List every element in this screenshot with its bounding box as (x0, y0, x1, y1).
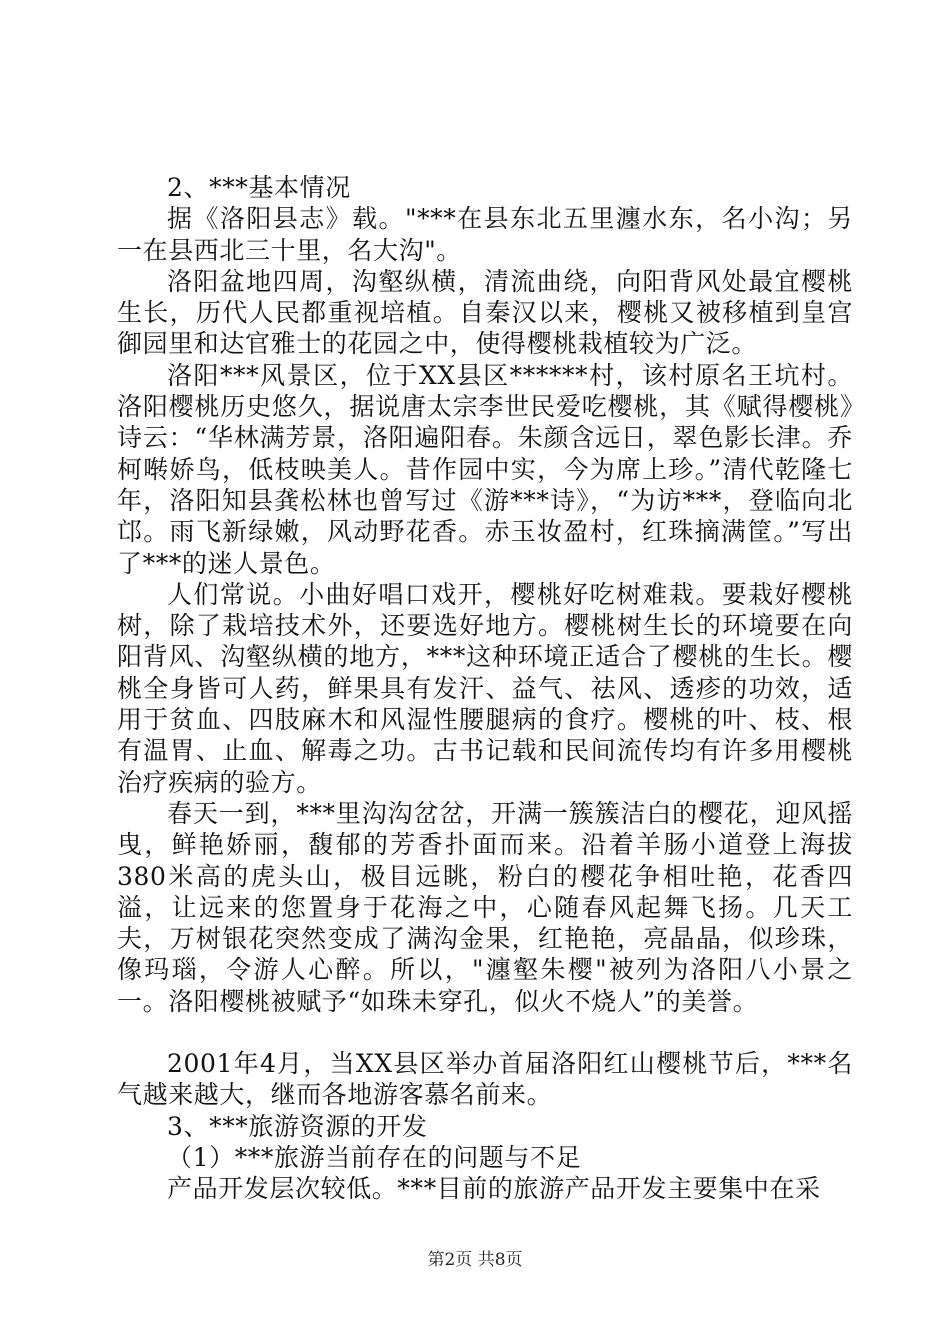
subsection-heading-problems: （1）***旅游当前存在的问题与不足 (167, 1142, 582, 1172)
paragraph-festival: 2001年4月，当XX县区举办首届洛阳红山樱桃节后，***名气越来越大，继而各地游客慕名前来。 (117, 1049, 853, 1110)
paragraph-basin-landscape: 洛阳盆地四周，沟壑纵横，清流曲绕，向阳背风处最宜樱桃生长，历代人民都重视培植。自秦汉以来，樱桃又被移植到皇宫御园里和达官雅士的花园之中，使得樱桃栽植较为广泛。 (117, 266, 853, 359)
paragraph-spring-scenery: 春天一到，***里沟沟岔岔，开满一簇簇洁白的樱花，迎风摇曳，鲜艳娇丽，馥郁的芳香扑面而来。沿着羊肠小道登上海拔380米高的虎头山，极目远眺，粉白的樱花争相吐艳，花香四溢，让远来的您置身于花海之中，心随春风起舞飞扬。几天工夫，万树银花突然变成了满沟金果，红艳艳，亮晶晶，似珍珠，像玛瑙，令游人心醉。所以，"瀍壑朱樱"被列为洛阳八小景之一。洛阳樱桃被赋予“如珠未穿孔，似火不烧人”的美誉。 (117, 798, 853, 1016)
paragraph-scenic-area-history: 洛阳***风景区，位于XX县区******村，该村原名王坑村。洛阳樱桃历史悠久，据说唐太宗李世民爱吃樱桃，其《赋得樱桃》诗云：“华林满芳景，洛阳遍阳春。朱颜含远日，翠色影长津。乔柯啭娇鸟，低枝映美人。昔作园中实，今为席上珍。”清代乾隆七年，洛阳知县龚松林也曾写过《游***诗》，“为访***，登临向北邙。雨飞新绿嫩，风动野花香。赤玉妆盈村，红珠摘满筐。”写出了***的迷人景色。 (117, 360, 853, 578)
paragraph-product-development: 产品开发层次较低。***目前的旅游产品开发主要集中在采 (167, 1174, 821, 1204)
paragraph-cultivation: 人们常说。小曲好唱口戏开，樱桃好吃树难栽。要栽好樱桃树，除了栽培技术外，还要选好地方。樱桃树生长的环境要在向阳背风、沟壑纵横的地方，***这种环境正适合了樱桃的生长。樱桃全身皆可人药，鲜果具有发汗、益气、祛风、透疹的功效，适用于贫血、四肢麻木和风湿性腰腿病的食疗。樱桃的叶、枝、根有温胃、止血、解毒之功。古书记载和民间流传均有许多用樱桃治疗疾病的验方。 (117, 579, 853, 797)
section-heading-development: 3、***旅游资源的开发 (167, 1111, 428, 1141)
paragraph-county-record: 据《洛阳县志》载。"***在县东北五里瀍水东，名小沟；另一在县西北三十里，名大沟"。 (117, 204, 853, 265)
document-body (117, 172, 853, 1205)
page-number-footer: 第2页 共8页 (427, 1250, 523, 1270)
section-heading-basic-info: 2、***基本情况 (167, 173, 351, 202)
